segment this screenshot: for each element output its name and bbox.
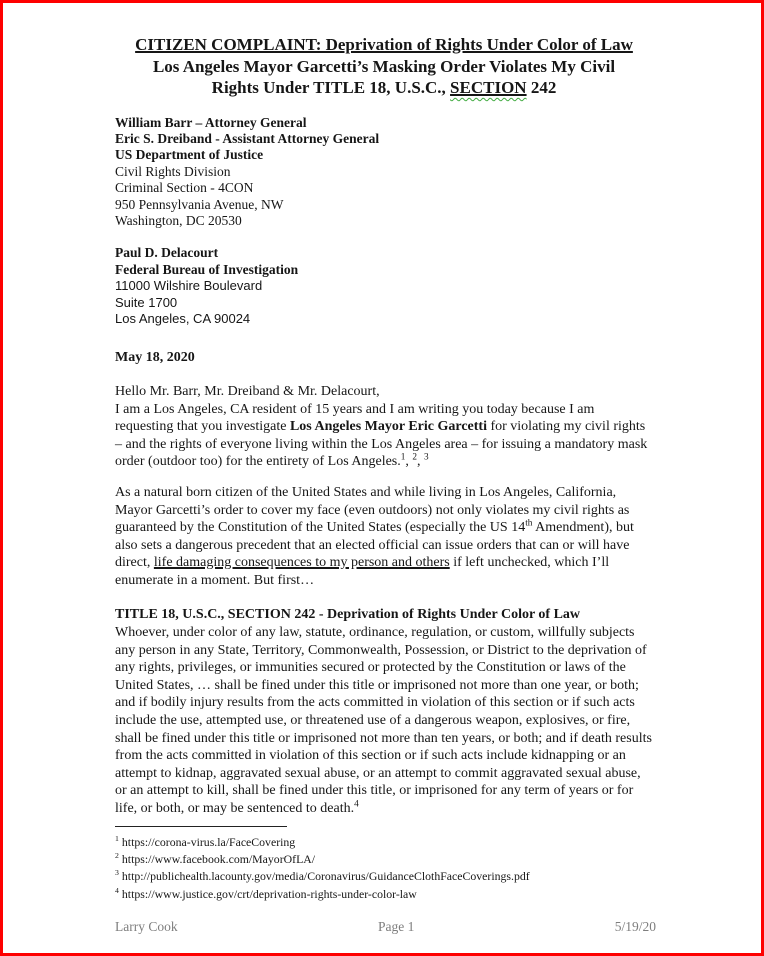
- title-line-1: CITIZEN COMPLAINT: Deprivation of Rights Under Color of Law: [135, 35, 633, 54]
- intro-paragraph-text: [115, 401, 653, 471]
- recipient-line: Los Angeles, CA 90024: [115, 311, 251, 327]
- footnote-number: 4: [115, 885, 119, 895]
- recipient-block-fbi: [115, 245, 653, 328]
- footnote-marker: 4: [354, 798, 359, 809]
- footnote-url: https://www.justice.gov/crt/deprivation-rights-under-color-law: [121, 886, 417, 901]
- footnote-separator-rule: [115, 826, 287, 827]
- footnote-number: 2: [115, 851, 119, 861]
- footer-author: Larry Cook: [115, 919, 178, 934]
- recipient-line: 950 Pennsylvania Avenue, NW: [115, 196, 284, 212]
- recipient-line: Paul D. Delacourt: [115, 245, 219, 261]
- footnote-marker-separator: ,: [417, 454, 425, 470]
- title-line-3-pre: Rights Under TITLE 18, U.S.C.,: [211, 78, 451, 97]
- footnote: [115, 868, 653, 885]
- underlined-phrase: life damaging consequences to my person and others: [153, 555, 450, 571]
- footnote: [115, 851, 653, 868]
- footnote-marker: 2: [412, 451, 418, 462]
- recipient-line: Federal Bureau of Investigation: [115, 261, 299, 277]
- footnote-url: http://publichealth.lacounty.gov/media/Coronavirus/GuidanceClothFaceCoverings.pdf: [121, 869, 530, 884]
- footnotes-block: [115, 826, 653, 903]
- footnote-marker: 3: [424, 451, 429, 462]
- footnote-url: https://www.facebook.com/MayorOfLA/: [121, 852, 316, 867]
- argument-pre: As a natural born citizen of the United States and while living in Los Angeles, California, Mayor Garcetti’s order to cover my face (even outdoors) not only violates my civil rights as guaranteed by the Constitution of the United States (especially the US 14: [115, 484, 630, 536]
- document-title: [115, 34, 653, 99]
- statute-text: Whoever, under color of any law, statute, ordinance, regulation, or custom, willfully subjects any person in any State, Territory, Commonwealth, Possession, or District to the deprivation of any rights, privileges, or immunities secured or protected by the Constitution or laws of the United States, … shall be fined under this title or imprisoned not more than one year, or both; and if bodily injury results from the acts committed in violation of this section or if such acts include the use, attempted use, or threatened use of a dangerous weapon, explosives, or fire, shall be fined under this title or imprisoned not more than ten years, or both; and if death results from the acts committed in violation of this section or if such acts include kidnapping or an attempt to kidnap, aggravated sexual abuse, or an attempt to commit aggravated sexual abuse, or an attempt to kill, shall be fined under this title, or imprisoned for any term of years or for life, or both, or may be sentenced to death.: [115, 625, 652, 816]
- recipient-line: US Department of Justice: [115, 147, 264, 163]
- intro-paragraph: [115, 383, 653, 471]
- argument-mid: Amendment), but also sets a dangerous precedent that an elected official can issue orders that can or will have direct,: [115, 520, 634, 571]
- document-content: [3, 3, 761, 818]
- footnote-number: 3: [115, 868, 119, 878]
- salutation: Hello Mr. Barr, Mr. Dreiband & Mr. Delacourt,: [115, 383, 380, 399]
- footnote-number: 1: [115, 834, 119, 844]
- title-section-word: SECTION: [450, 78, 527, 97]
- statute-section: [115, 606, 653, 817]
- title-line-3-post: 242: [526, 78, 557, 97]
- footnote-marker-separator: ,: [405, 454, 413, 470]
- recipient-line: Washington, DC 20530: [115, 212, 242, 228]
- statute-body: [115, 624, 653, 818]
- footnote: [115, 886, 653, 903]
- footnote-url: https://corona-virus.la/FaceCovering: [121, 835, 296, 849]
- intro-post: for violating my civil rights – and the rights of everyone living within the Los Angeles area – for issuing a mandatory mask order (outdoor too) for the entirety of Los Angeles.: [115, 419, 648, 470]
- recipient-block-doj: [115, 115, 653, 230]
- statute-heading: TITLE 18, U.S.C., SECTION 242 - Deprivation of Rights Under Color of Law: [115, 607, 581, 623]
- ordinal-superscript: th: [525, 517, 533, 528]
- title-line-3: [115, 77, 653, 99]
- letter-date: May 18, 2020: [115, 349, 195, 365]
- recipient-line: 11000 Wilshire Boulevard: [115, 278, 263, 294]
- recipient-line: Civil Rights Division: [115, 163, 231, 179]
- footnote: [115, 834, 653, 851]
- intro-pre: I am a Los Angeles, CA resident of 15 years and I am writing you today because I am requesting that you investigate: [115, 401, 595, 435]
- recipient-line: William Barr – Attorney General: [115, 114, 307, 130]
- footer-date: 5/19/20: [614, 919, 656, 934]
- title-section-word-underline: [450, 78, 527, 97]
- page-footer: [115, 919, 656, 935]
- footer-page-number: Page 1: [377, 919, 415, 934]
- recipient-line: Criminal Section - 4CON: [115, 180, 254, 196]
- argument-post: if left unchecked, which I’ll enumerate in a moment. But first…: [115, 555, 610, 588]
- footnote-marker: 1: [400, 451, 406, 462]
- argument-paragraph: [115, 484, 653, 590]
- mayor-name-bold: Los Angeles Mayor Eric Garcetti: [289, 419, 487, 435]
- recipient-line: Eric S. Dreiband - Assistant Attorney General: [115, 130, 380, 146]
- title-line-2: Los Angeles Mayor Garcetti’s Masking Order Violates My Civil: [152, 56, 616, 76]
- recipient-line: Suite 1700: [115, 294, 178, 310]
